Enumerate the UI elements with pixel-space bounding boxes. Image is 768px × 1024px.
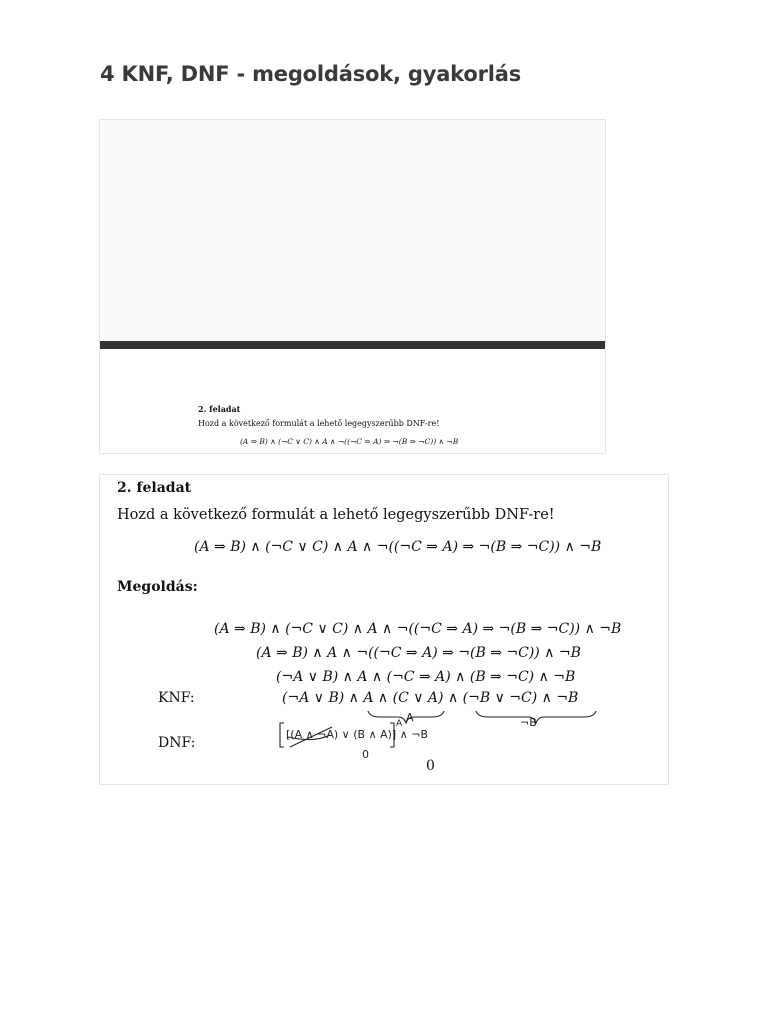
hand-dnf-expression: [(A ∧ ¬A) ∨ (B ∧ A)] ∧ ¬B [286,728,429,741]
solution-formula: (A ⇒ B) ∧ (¬C ∨ C) ∧ A ∧ ¬((¬C ⇒ A) ⇒ ¬(B ⇒ ¬C)) ∧ ¬B [194,539,602,555]
solution-heading: 2. feladat [117,480,192,496]
megoldas-label: Megoldás: [117,579,198,595]
solution-step-knf: (¬A ∨ B) ∧ A ∧ (C ∨ A) ∧ (¬B ∨ ¬C) ∧ ¬B [282,690,579,706]
dnf-label: DNF: [158,735,196,751]
hand-brace-a: A [406,711,414,724]
slide-divider-bar [100,341,605,349]
solution-image-card [99,474,669,785]
hand-dnf-superscript: A [396,719,403,729]
page-title: 4 KNF, DNF - megoldások, gyakorlás [100,62,522,86]
solution-step-3: (¬A ∨ B) ∧ A ∧ (¬C ⇒ A) ∧ (B ⇒ ¬C) ∧ ¬B [276,669,576,685]
slide-formula: (A ⇒ B) ∧ (¬C ∨ C) ∧ A ∧ ¬((¬C ⇒ A) ⇒ ¬(B ⇒ ¬C)) ∧ ¬B [240,437,459,446]
knf-label: KNF: [158,690,195,706]
final-result: 0 [426,758,435,774]
solution-task-text: Hozd a következő formulát a lehető legegyszerűbb DNF-re! [117,507,555,523]
slide-task-text: Hozd a következő formulát a lehető legegyszerűbb DNF-re! [198,419,440,428]
solution-step-2: (A ⇒ B) ∧ A ∧ ¬((¬C ⇒ A) ⇒ ¬(B ⇒ ¬C)) ∧ ¬B [256,645,581,661]
hand-brace-not-b: ¬B [520,716,537,729]
hand-under-zero: 0 [362,748,369,761]
bracket-left [280,723,284,747]
solution-step-1: (A ⇒ B) ∧ (¬C ∨ C) ∧ A ∧ ¬((¬C ⇒ A) ⇒ ¬(B ⇒ ¬C)) ∧ ¬B [214,621,622,637]
slide-heading: 2. feladat [198,404,241,414]
slide-image-card [99,119,606,454]
slide-blank-area [100,120,605,341]
